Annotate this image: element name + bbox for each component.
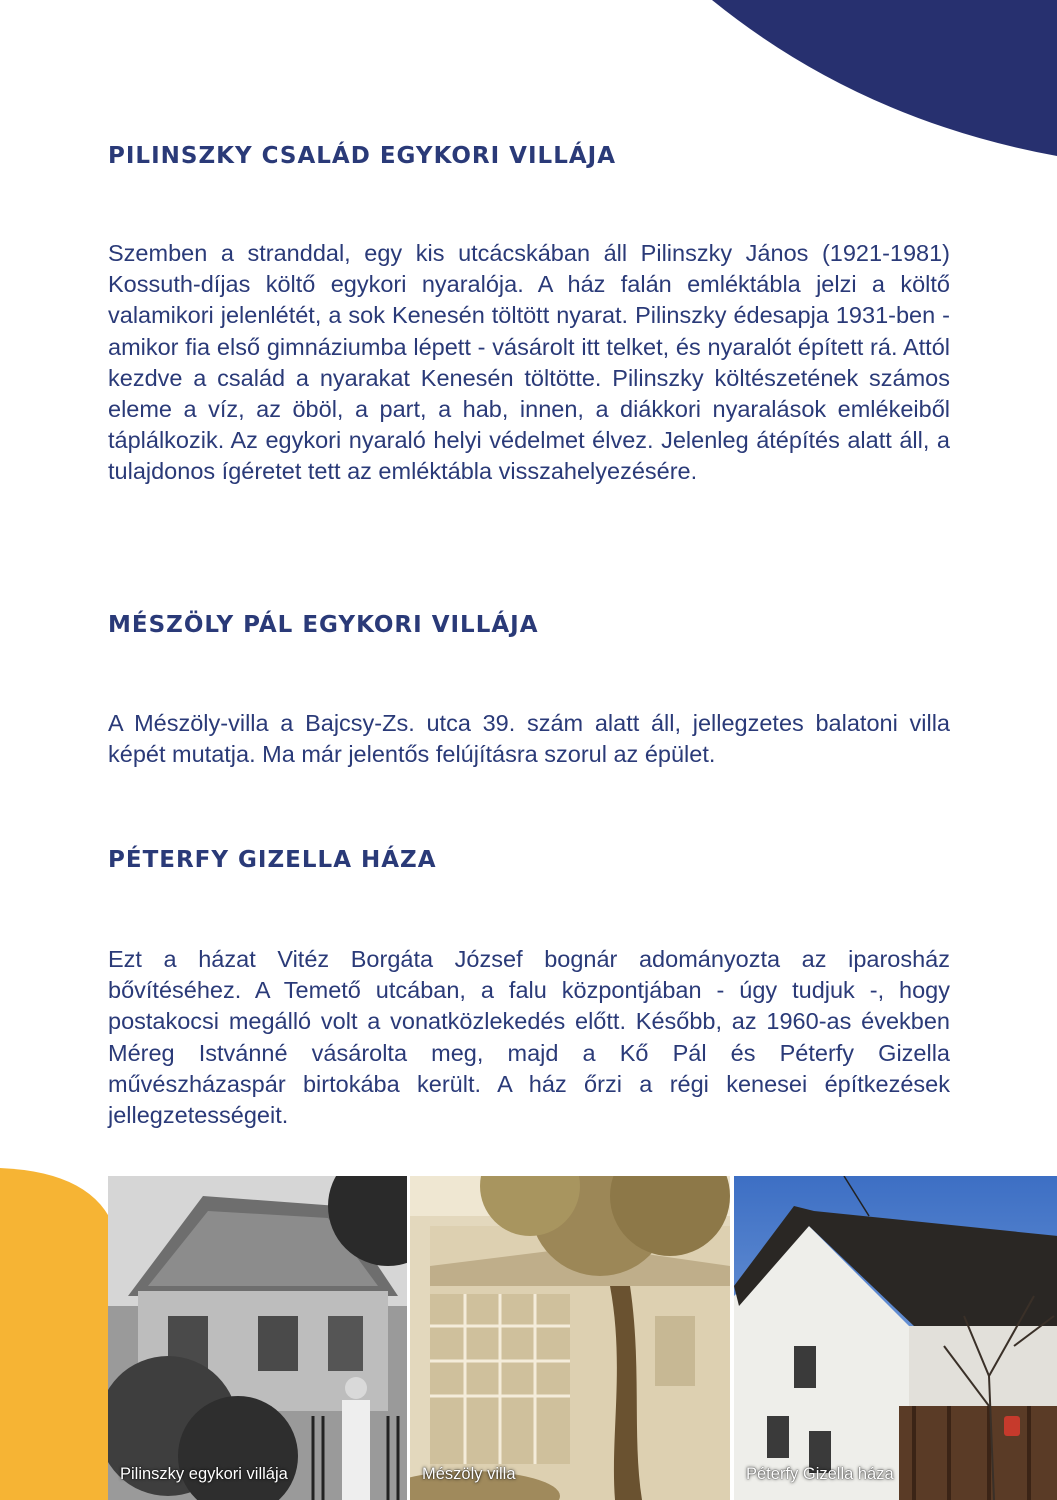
section-text-pilinszky: Szemben a stranddal, egy kis utcácskában áll Pilinszky János (1921-1981) Kossuth-díjas költő egykori nyaralója. A ház falán emléktábla jelzi a költő valamikori jelenlétét, a sok Kenesén töltött nyarat. Pilinszky édesapja 1931-ben - amikor fia első gimnáziumba lépett - vásárolt itt telket, és nyaralót épített rá. Attól kezdve a család a nyarakat Kenesén töltötte. Pilinszky költészetének számos eleme a víz, az öböl, a part, a hab, innen, a diákkori nyaralások emlékeiből táplálkozik. Az egykori nyaraló helyi védelmet élvez. Jelenleg átépítés alatt áll, a tulajdonos ígéretet tett az emléktábla visszahelyezésére. <box>108 240 950 485</box>
photo-caption-pilinszky: Pilinszky egykori villája <box>120 1465 288 1483</box>
section-text-meszoly: A Mészöly-villa a Bajcsy-Zs. utca 39. szám alatt áll, jellegzetes balatoni villa képét mutatja. Ma már jelentős felújításra szorul az épület. <box>108 710 950 768</box>
photo-strip <box>108 1176 1057 1500</box>
peterfy-house-image <box>734 1176 1057 1500</box>
section-heading-peterfy: PÉTERFY GIZELLA HÁZA <box>108 847 437 873</box>
photo-caption-meszoly: Mészöly villa <box>422 1465 516 1483</box>
pilinszky-villa-image <box>108 1176 407 1500</box>
section-heading-pilinszky: PILINSZKY CSALÁD EGYKORI VILLÁJA <box>108 143 617 169</box>
section-text-peterfy: Ezt a házat Vitéz Borgáta József bognár adományozta az iparosház bővítéséhez. A Temető utcában, a falu központjában - úgy tudjuk -, hogy postakocsi megálló volt a vonatközlekedés előtt. Később, az 1960-as években Méreg Istvánné vásárolta meg, majd a Kő Pál és Péterfy Gizella művészházaspár birtokába került. A ház őrzi a régi kenesei építkezések jellegzetességeit. <box>108 946 950 1129</box>
section-heading-meszoly: MÉSZÖLY PÁL EGYKORI VILLÁJA <box>108 612 539 638</box>
photo-pilinszky-villa <box>108 1176 407 1500</box>
photo-meszoly-villa <box>410 1176 730 1500</box>
top-right-navy-wave <box>0 0 1057 160</box>
meszoly-villa-image <box>410 1176 730 1500</box>
photo-caption-peterfy: Péterfy Gizella háza <box>746 1465 894 1483</box>
photo-peterfy-house <box>734 1176 1057 1500</box>
